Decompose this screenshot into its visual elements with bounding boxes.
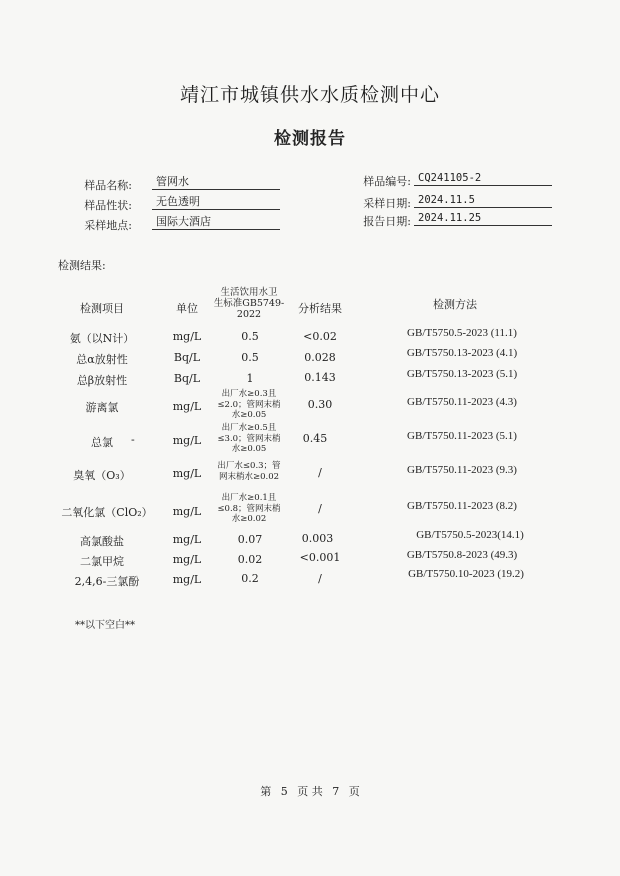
row-6-item: 二氧化氯（ClO₂） (61, 506, 153, 519)
row-3-item: 游离氯 (85, 401, 119, 414)
row-3-result: 0.30 (307, 398, 333, 411)
row-4-unit: mg/L (172, 434, 202, 447)
row-6-unit: mg/L (172, 505, 202, 518)
sample-date-label: 采样日期: (363, 197, 411, 210)
report-date-label: 报告日期: (363, 215, 411, 228)
page-number (0, 783, 620, 799)
header-result: 分析结果 (298, 302, 342, 315)
row-7-item: 高氯酸盐 (80, 535, 124, 548)
row-3-method: GB/T5750.11-2023 (4.3) (407, 396, 517, 408)
row-1-unit: Bq/L (173, 351, 201, 364)
handwritten-dash: - (131, 433, 135, 446)
row-2-result: 0.143 (304, 371, 336, 384)
row-3-standard: 出厂水≥0.3且≤2.0；管网末梢水≥0.05 (217, 389, 281, 420)
sample-location-value: 国际大酒店 (152, 215, 280, 230)
row-5-unit: mg/L (172, 467, 202, 480)
row-1-item: 总α放射性 (76, 353, 128, 366)
sample-date-value: 2024.11.5 (414, 193, 552, 208)
page-middle: 页 共 (297, 785, 323, 798)
sample-id-value: CQ241105-2 (414, 171, 552, 186)
row-0-result: <0.02 (303, 330, 337, 343)
row-5-item: 臭氧（O₃） (73, 469, 131, 482)
row-8-standard: 0.02 (237, 553, 263, 566)
row-4-result: 0.45 (302, 432, 328, 445)
row-0-standard: 0.5 (241, 330, 259, 343)
header-method: 检测方法 (433, 298, 477, 311)
row-7-standard: 0.07 (237, 533, 263, 546)
page-title: 靖江市城镇供水水质检测中心 (179, 84, 440, 106)
row-8-result: <0.001 (299, 551, 341, 564)
row-0-method: GB/T5750.5-2023 (11.1) (407, 327, 517, 339)
row-8-unit: mg/L (172, 553, 202, 566)
row-2-unit: Bq/L (173, 372, 201, 385)
row-4-item: 总氯 (91, 436, 113, 449)
row-7-method: GB/T5750.5-2023(14.1) (416, 529, 524, 541)
report-subtitle: 检测报告 (274, 129, 346, 149)
row-9-unit: mg/L (172, 573, 202, 586)
row-6-method: GB/T5750.11-2023 (8.2) (407, 500, 517, 512)
page-suffix: 页 (348, 785, 360, 798)
row-2-method: GB/T5750.13-2023 (5.1) (406, 368, 518, 380)
header-standard (213, 287, 285, 320)
row-6-standard: 出厂水≥0.1且≤0.8；管网末梢水≥0.02 (217, 493, 281, 524)
page-total: 7 (332, 785, 340, 798)
row-9-standard: 0.2 (241, 572, 259, 585)
row-1-method: GB/T5750.13-2023 (4.1) (406, 347, 518, 359)
row-9-method: GB/T5750.10-2023 (19.2) (408, 568, 524, 580)
page-prefix: 第 (260, 785, 272, 798)
row-9-result: / (318, 572, 322, 585)
row-0-unit: mg/L (172, 330, 202, 343)
row-1-result: 0.028 (304, 351, 336, 364)
row-4-method: GB/T5750.11-2023 (5.1) (407, 430, 517, 442)
header-unit: 单位 (176, 302, 198, 315)
row-2-item: 总β放射性 (76, 374, 128, 387)
row-6-result: / (318, 502, 322, 515)
row-1-standard: 0.5 (241, 351, 259, 364)
report-date-value: 2024.11.25 (414, 211, 552, 226)
end-of-content-note: **以下空白** (75, 620, 135, 631)
header-item: 检测项目 (80, 302, 124, 315)
sample-name-label: 样品名称: (84, 179, 132, 192)
row-4-standard: 出厂水≥0.5且≤3.0；管网末梢水≥0.05 (217, 423, 281, 454)
row-7-unit: mg/L (172, 533, 202, 546)
row-5-standard: 出厂水≤0.3；管网末梢水≥0.02 (217, 461, 281, 482)
sample-state-value: 无色透明 (152, 195, 280, 210)
row-8-item: 二氯甲烷 (80, 555, 124, 568)
row-3-unit: mg/L (172, 400, 202, 413)
header-standard-line1: 生活饮用水卫 (220, 287, 278, 298)
sample-name-value: 管网水 (152, 175, 280, 190)
sample-state-label: 样品性状: (84, 199, 132, 212)
sample-location-label: 采样地点: (84, 219, 132, 232)
row-8-method: GB/T5750.8-2023 (49.3) (406, 549, 518, 561)
row-7-result: 0.003 (301, 532, 334, 545)
row-2-standard: 1 (246, 372, 254, 385)
row-5-method: GB/T5750.11-2023 (9.3) (407, 464, 517, 476)
results-label: 检测结果: (58, 259, 106, 272)
row-9-item: 2,4,6-三氯酚 (74, 575, 140, 588)
row-5-result: / (318, 466, 322, 479)
row-0-item: 氨（以N计） (69, 332, 135, 345)
header-standard-line3: 2022 (236, 309, 262, 320)
header-standard-line2: 生标准GB5749- (213, 298, 285, 309)
page-current: 5 (280, 785, 288, 798)
sample-id-label: 样品编号: (363, 175, 411, 188)
